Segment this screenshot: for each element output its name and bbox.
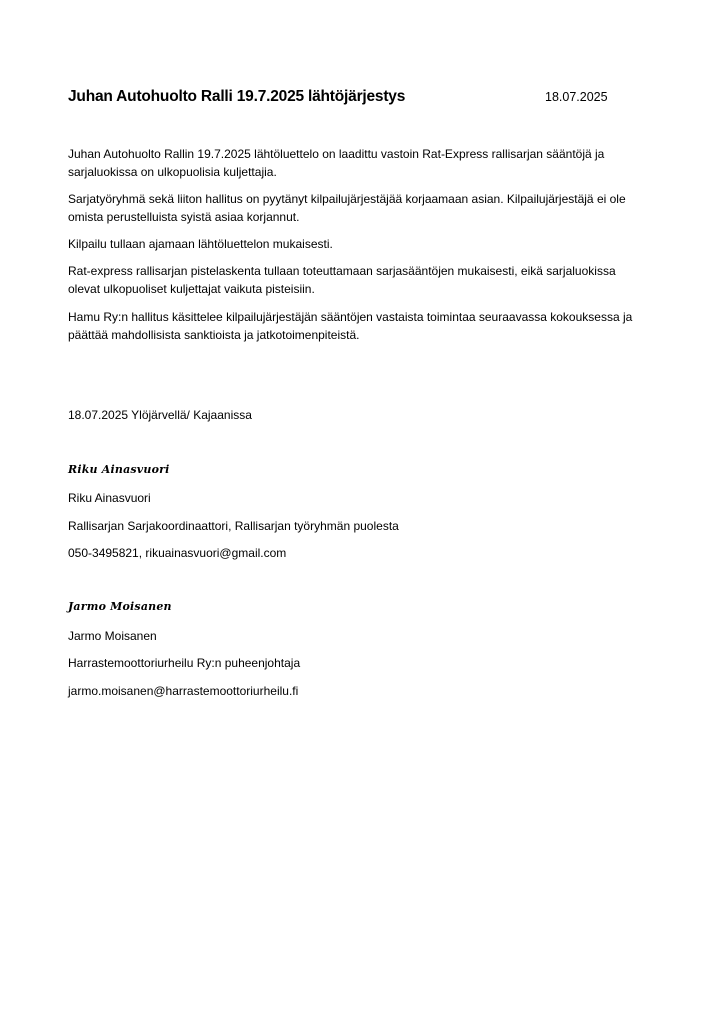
paragraph-5: Hamu Ry:n hallitus käsittelee kilpailujärjestäjän sääntöjen vastaista toimintaa seuraavassa kokouksessa ja päättää mahdollisista sanktioista ja jatkotoimenpiteistä.: [68, 310, 633, 342]
paragraph-1: Juhan Autohuolto Rallin 19.7.2025 lähtöluettelo on laadittu vastoin Rat-Express rallisarjan sääntöjä ja sarjaluokissa on ulkopuolisia kuljettajia.: [68, 147, 605, 179]
signature-2: Jarmo Moisanen: [68, 600, 172, 613]
signature-1: Riku Ainasvuori: [68, 463, 170, 476]
document-date: 18.07.2025: [545, 90, 608, 104]
signatory-1-name: Riku Ainasvuori: [68, 491, 151, 505]
paragraph-2: Sarjatyöryhmä sekä liiton hallitus on pyytänyt kilpailujärjestäjää korjaamaan asian. Kilpailujärjestäjä ei ole omista perustelluista syistä asiaa korjannut.: [68, 192, 626, 224]
signatory-1-contact: 050-3495821, rikuainasvuori@gmail.com: [68, 546, 287, 560]
paragraph-4: Rat-express rallisarjan pistelaskenta tullaan toteuttamaan sarjasääntöjen mukaisesti, eikä sarjaluokissa olevat ulkopuoliset kuljettajat vaikuta pisteisiin.: [68, 264, 616, 296]
signatory-2-contact: jarmo.moisanen@harrastemoottoriurheilu.fi: [68, 684, 299, 698]
signatory-1-role: Rallisarjan Sarjakoordinaattori, Rallisarjan työryhmän puolesta: [68, 519, 399, 533]
place-date: 18.07.2025 Ylöjärvellä/ Kajaanissa: [68, 408, 252, 422]
paragraph-3: Kilpailu tullaan ajamaan lähtöluettelon mukaisesti.: [68, 237, 333, 251]
signatory-2-name: Jarmo Moisanen: [68, 629, 157, 643]
signatory-2-role: Harrastemoottoriurheilu Ry:n puheenjohtaja: [68, 656, 301, 670]
document-title: Juhan Autohuolto Ralli 19.7.2025 lähtöjärjestys: [68, 88, 406, 105]
